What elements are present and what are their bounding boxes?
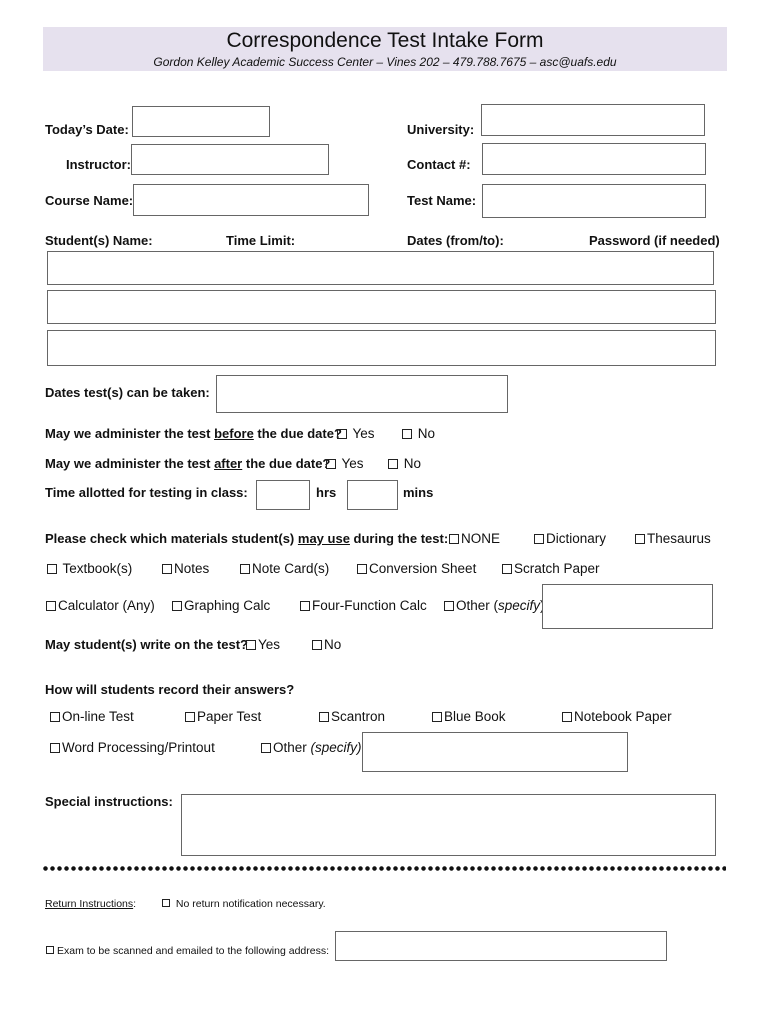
time-allotted-label: Time allotted for testing in class: bbox=[45, 485, 248, 500]
material-thesaurus-checkbox[interactable]: Thesaurus bbox=[635, 531, 711, 546]
course-name-field[interactable] bbox=[133, 184, 369, 216]
write-no-checkbox[interactable]: No bbox=[312, 637, 341, 652]
before-no-checkbox[interactable]: No bbox=[402, 426, 435, 441]
material-conversion-sheet-checkbox[interactable]: Conversion Sheet bbox=[357, 561, 476, 576]
dates-taken-label: Dates test(s) can be taken: bbox=[45, 385, 210, 400]
checkbox-icon bbox=[432, 712, 442, 722]
dates-header: Dates (from/to): bbox=[407, 233, 504, 248]
return-instructions-label: Return Instructions: bbox=[45, 898, 137, 910]
record-other-checkbox[interactable]: Other (specify) bbox=[261, 740, 362, 755]
record-paper-checkbox[interactable]: Paper Test bbox=[185, 709, 261, 724]
university-label: University: bbox=[407, 122, 475, 137]
checkbox-icon bbox=[246, 640, 256, 650]
university-field[interactable] bbox=[481, 104, 705, 136]
checkbox-icon bbox=[172, 601, 182, 611]
material-dictionary-checkbox[interactable]: Dictionary bbox=[534, 531, 606, 546]
record-word-processing-checkbox[interactable]: Word Processing/Printout bbox=[50, 740, 215, 755]
checkbox-icon bbox=[50, 712, 60, 722]
checkbox-icon bbox=[162, 564, 172, 574]
special-instructions-field[interactable] bbox=[181, 794, 716, 856]
todays-date-label: Today’s Date: bbox=[45, 122, 129, 137]
after-no-checkbox[interactable]: No bbox=[388, 456, 421, 471]
course-name-label: Course Name: bbox=[45, 193, 134, 208]
material-none-checkbox[interactable]: NONE bbox=[449, 531, 500, 546]
record-other-field[interactable] bbox=[362, 732, 628, 772]
instructor-label: Instructor: bbox=[66, 157, 131, 172]
todays-date-field[interactable] bbox=[132, 106, 270, 137]
material-other-field[interactable] bbox=[542, 584, 713, 629]
record-notebook-paper-checkbox[interactable]: Notebook Paper bbox=[562, 709, 672, 724]
contact-field[interactable] bbox=[482, 143, 706, 175]
form-subtitle: Gordon Kelley Academic Success Center – Vines 202 – 479.788.7675 – asc@uafs.edu bbox=[153, 55, 617, 69]
hrs-label: hrs bbox=[316, 485, 337, 500]
checkbox-icon bbox=[185, 712, 195, 722]
record-blue-book-checkbox[interactable]: Blue Book bbox=[432, 709, 506, 724]
student-row-field[interactable] bbox=[47, 290, 716, 324]
checkbox-icon bbox=[50, 743, 60, 753]
dates-taken-field[interactable] bbox=[216, 375, 508, 413]
form-title: Correspondence Test Intake Form bbox=[226, 29, 544, 52]
material-four-function-calc-checkbox[interactable]: Four-Function Calc bbox=[300, 598, 427, 613]
checkbox-icon bbox=[357, 564, 367, 574]
test-name-label: Test Name: bbox=[407, 193, 477, 208]
checkbox-icon bbox=[562, 712, 572, 722]
no-return-checkbox[interactable]: No return notification necessary. bbox=[162, 898, 326, 910]
checkbox-icon bbox=[444, 601, 454, 611]
checkbox-icon bbox=[261, 743, 271, 753]
minutes-field[interactable] bbox=[347, 480, 398, 510]
checkbox-icon bbox=[449, 534, 459, 544]
checkbox-icon bbox=[319, 712, 329, 722]
material-note-cards-checkbox[interactable]: Note Card(s) bbox=[240, 561, 329, 576]
record-scantron-checkbox[interactable]: Scantron bbox=[319, 709, 385, 724]
material-graphing-calc-checkbox[interactable]: Graphing Calc bbox=[172, 598, 270, 613]
material-textbook-checkbox[interactable]: Textbook(s) bbox=[47, 561, 132, 576]
student-row-field[interactable] bbox=[47, 330, 716, 366]
password-header: Password (if needed) bbox=[589, 233, 720, 248]
time-limit-header: Time Limit: bbox=[226, 233, 296, 248]
instructor-field[interactable] bbox=[131, 144, 329, 175]
student-row-field[interactable] bbox=[47, 251, 714, 285]
students-name-header: Student(s) Name: bbox=[45, 233, 153, 248]
checkbox-icon bbox=[46, 946, 54, 954]
record-question: How will students record their answers? bbox=[45, 682, 295, 697]
after-question: May we administer the test after the due date? bbox=[45, 456, 331, 471]
test-name-field[interactable] bbox=[482, 184, 706, 218]
checkbox-icon bbox=[326, 459, 336, 469]
material-scratch-paper-checkbox[interactable]: Scratch Paper bbox=[502, 561, 600, 576]
after-yes-checkbox[interactable]: Yes bbox=[326, 456, 364, 471]
mins-label: mins bbox=[403, 485, 434, 500]
write-question: May student(s) write on the test? bbox=[45, 637, 248, 652]
material-other-checkbox[interactable]: Other (specify bbox=[444, 598, 545, 613]
scan-email-checkbox[interactable]: Exam to be scanned and emailed to the following address: bbox=[46, 945, 329, 957]
checkbox-icon bbox=[388, 459, 398, 469]
checkbox-icon bbox=[300, 601, 310, 611]
checkbox-icon bbox=[337, 429, 347, 439]
checkbox-icon bbox=[46, 601, 56, 611]
write-yes-checkbox[interactable]: Yes bbox=[246, 637, 280, 652]
checkbox-icon bbox=[502, 564, 512, 574]
checkbox-icon bbox=[534, 534, 544, 544]
hours-field[interactable] bbox=[256, 480, 310, 510]
contact-label: Contact #: bbox=[407, 157, 471, 172]
checkbox-icon bbox=[47, 564, 57, 574]
checkbox-icon bbox=[312, 640, 322, 650]
checkbox-icon bbox=[240, 564, 250, 574]
record-online-checkbox[interactable]: On-line Test bbox=[50, 709, 134, 724]
special-instructions-label: Special instructions: bbox=[45, 794, 173, 809]
before-yes-checkbox[interactable]: Yes bbox=[337, 426, 375, 441]
material-calculator-checkbox[interactable]: Calculator (Any) bbox=[46, 598, 155, 613]
dotted-divider bbox=[42, 866, 726, 871]
checkbox-icon bbox=[162, 899, 170, 907]
before-question: May we administer the test before the due date? bbox=[45, 426, 342, 441]
materials-question: Please check which materials student(s) may use during the test: bbox=[45, 531, 449, 546]
email-address-field[interactable] bbox=[335, 931, 667, 961]
material-notes-checkbox[interactable]: Notes bbox=[162, 561, 209, 576]
checkbox-icon bbox=[635, 534, 645, 544]
checkbox-icon bbox=[402, 429, 412, 439]
